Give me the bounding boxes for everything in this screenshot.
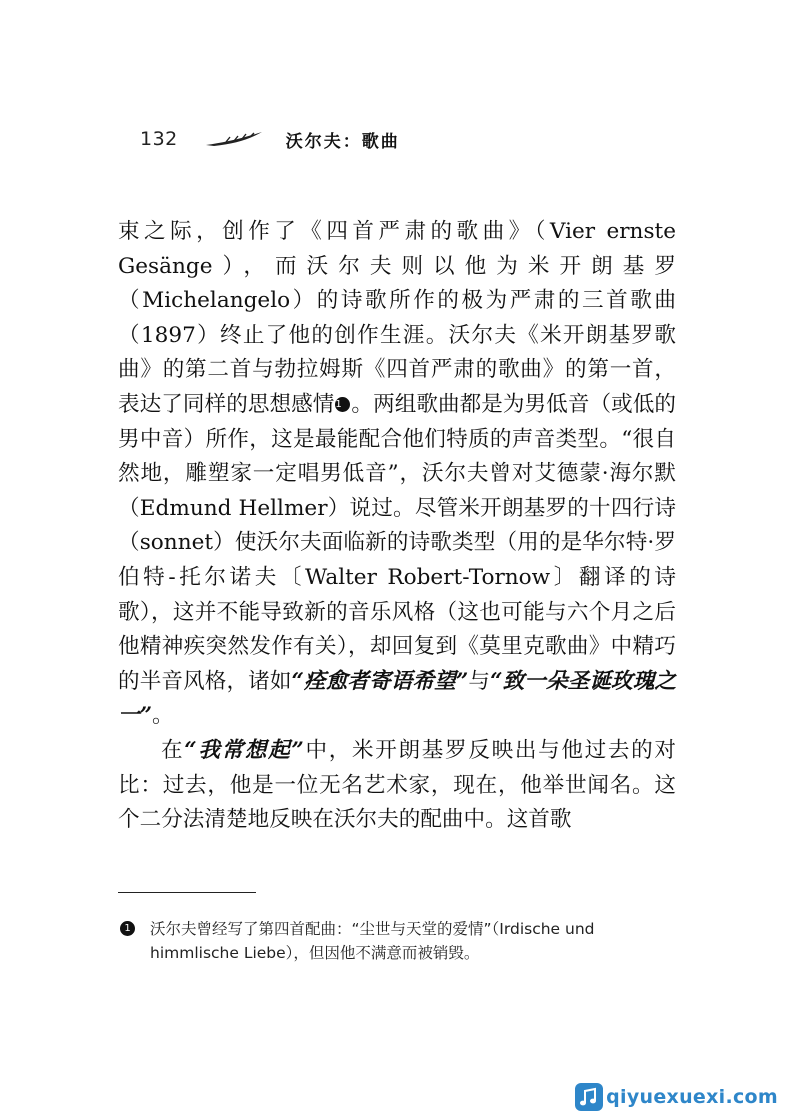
page-header [140,124,400,154]
paragraph-1 [118,215,676,734]
paragraph-1-text-a: 束之际，创作了《四首严肃的歌曲》（Vier ernste Gesänge），而沃尔夫则以他为米开朗基罗（Michelangelo）的诗歌所作的极为严肃的三首歌曲（1897）终止了他的创作生涯。沃尔夫《米开朗基罗歌曲》的第二首与勃拉姆斯《四首严肃的歌曲》的第一首，表达了同样的思想感情 [118,219,676,417]
paragraph-2 [118,734,676,838]
running-title: 沃尔夫：歌曲 [285,131,400,152]
quill-ornament-icon [204,130,264,148]
paragraph-2-text-a: 在 [161,737,185,763]
footnote-reference-icon[interactable]: 1 [335,397,350,412]
song-title-3: “我常想起” [184,737,304,763]
song-title-1: “痊愈者寄语希望” [291,668,469,694]
footnote [124,917,678,965]
paragraph-1-text-d: 。 [152,703,174,729]
body-text [118,215,676,838]
song-title-2: “致一朵圣诞玫瑰之一” [118,668,677,729]
page-number: 132 [140,128,178,150]
paragraph-1-text-c: 与 [468,668,491,694]
music-note-logo-icon [574,1082,604,1112]
paragraph-2-text-b: 中，米开朗基罗反映出与他过去的对比：过去，他是一位无名艺术家，现在，他举世闻名。这个二分法清楚地反映在沃尔夫的配曲中。这首歌 [118,737,676,833]
paragraph-1-text-b: 。两组歌曲都是为男低音（或低的男中音）所作，这是最能配合他们特质的声音类型。“很自然地，雕塑家一定唱男低音”，沃尔夫曾对艾德蒙·海尔默（Edmund Hellmer）说过。尽管米开朗基罗的十四行诗（sonnet）使沃尔夫面临新的诗歌类型（用的是华尔特·罗伯特-托尔诺夫〔Walter Robert-Tornow〕翻译的诗歌），这并不能导致新的音乐风格（这也可能与六个月之后他精神疾突然发作有关），却回复到《莫里克歌曲》中精巧的半音风格，诸如 [118,391,676,694]
watermark [574,1082,778,1112]
footnote-divider [118,892,256,893]
watermark-text: qiyuexuexi.com [606,1086,778,1108]
footnote-text: 沃尔夫曾经写了第四首配曲：“尘世与天堂的爱情”（Irdische und himmlische Liebe），但因他不满意而被销毁。 [150,920,595,962]
footnote-marker-icon: 1 [120,921,135,936]
